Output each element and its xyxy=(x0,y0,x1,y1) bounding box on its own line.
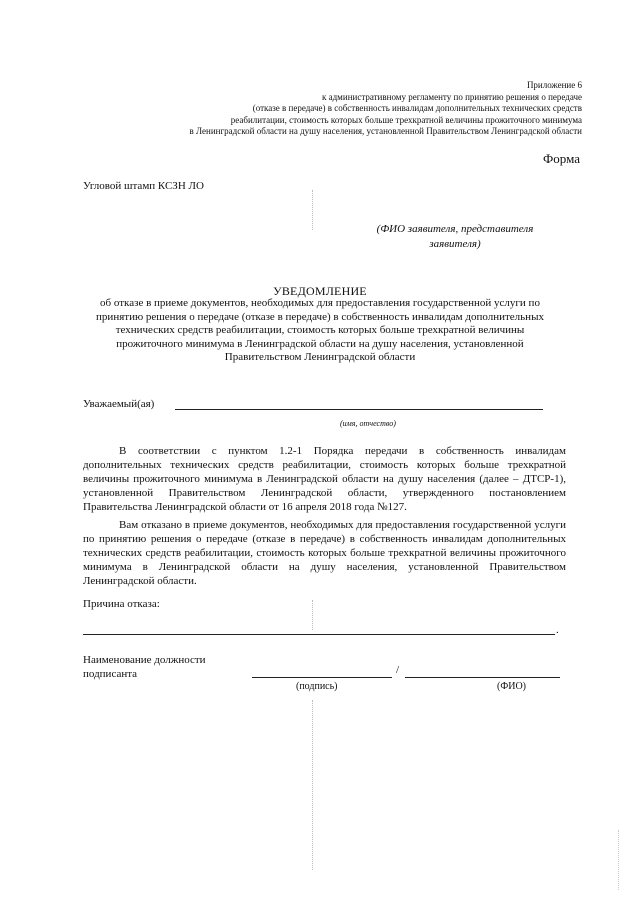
subtitle-line: принятию решения о передаче (отказе в передаче) в собственность инвалидам дополнительных xyxy=(96,310,544,323)
stamp-label: Угловой штамп КСЗН ЛО xyxy=(83,180,204,192)
notice-title: УВЕДОМЛЕНИЕ xyxy=(273,284,367,298)
fio-hint: (ФИО) xyxy=(497,681,527,692)
greeting-name-line[interactable] xyxy=(175,409,543,410)
signer-line: подписанта xyxy=(83,668,138,680)
signature-line[interactable] xyxy=(252,677,392,678)
signer-position-label xyxy=(83,653,233,681)
applicant-line: (ФИО заявителя, представителя xyxy=(376,223,534,235)
scan-artifact xyxy=(312,600,315,630)
form-label: Форма xyxy=(543,151,580,166)
subtitle-line: прожиточного минимума в Ленинградской области на душу населения, установленной xyxy=(116,337,524,350)
appendix-line: в Ленинградской области на душу населения, установленной Правительством Ленинградской области xyxy=(189,126,582,136)
appendix-line: реабилитации, стоимость которых больше трехкратной величины прожиточного минимума xyxy=(230,114,582,125)
applicant-line: заявителя) xyxy=(429,238,481,250)
subtitle-line: об отказе в приеме документов, необходимых для предоставления государственной услуги по xyxy=(100,297,540,309)
applicant-field xyxy=(360,222,550,252)
body-paragraph-1: В соответствии с пунктом 1.2-1 Порядка передачи в собственность инвалидам дополнительных технических средств реабилитации, стоимость которых больше трехкратной величины прожиточного минимума в Ленинградской области на душу населения (далее – ДТСР-1), установленной Правительством Ленинградской области, утвержденного постановлением Правительства Ленинградской области от 16 апреля 2018 года №127. xyxy=(83,445,566,513)
fio-line[interactable] xyxy=(405,677,560,678)
signature-hint: (подпись) xyxy=(296,681,338,692)
greeting-hint: (имя, отчество) xyxy=(340,419,396,428)
scan-artifact xyxy=(312,700,315,870)
scan-artifact xyxy=(312,190,315,230)
subtitle-line: Правительством Ленинградской области xyxy=(224,351,416,363)
subtitle-line: технических средств реабилитации, стоимость которых больше трехкратной величины xyxy=(115,324,525,336)
appendix-header xyxy=(112,80,582,138)
appendix-line: (отказе в передаче) в собственность инвалидам дополнительных технических средств xyxy=(252,103,582,113)
signature-separator: / xyxy=(396,664,400,676)
appendix-line: к административному регламенту по принятию решения о передаче xyxy=(321,91,582,102)
scan-edge-artifact xyxy=(618,830,620,890)
body-paragraph-2: Вам отказано в приеме документов, необходимых для предоставления государственной услуги по принятию решения о передаче (отказе в передаче) в собственность инвалидам дополнительных технических средств реабилитации, стоимость которых больше трехкратной величины прожиточного минимума в Ленинградской области на душу населения, установленной Правительством Ленинградской области. xyxy=(83,519,566,587)
reason-label: Причина отказа: xyxy=(83,598,160,610)
signer-line: Наименование должности xyxy=(83,654,206,666)
reason-line[interactable] xyxy=(83,634,555,635)
greeting-label: Уважаемый(ая) xyxy=(83,398,155,410)
notice-subtitle xyxy=(80,297,560,365)
appendix-line: Приложение 6 xyxy=(526,80,582,90)
reason-end-mark: . xyxy=(556,624,559,636)
